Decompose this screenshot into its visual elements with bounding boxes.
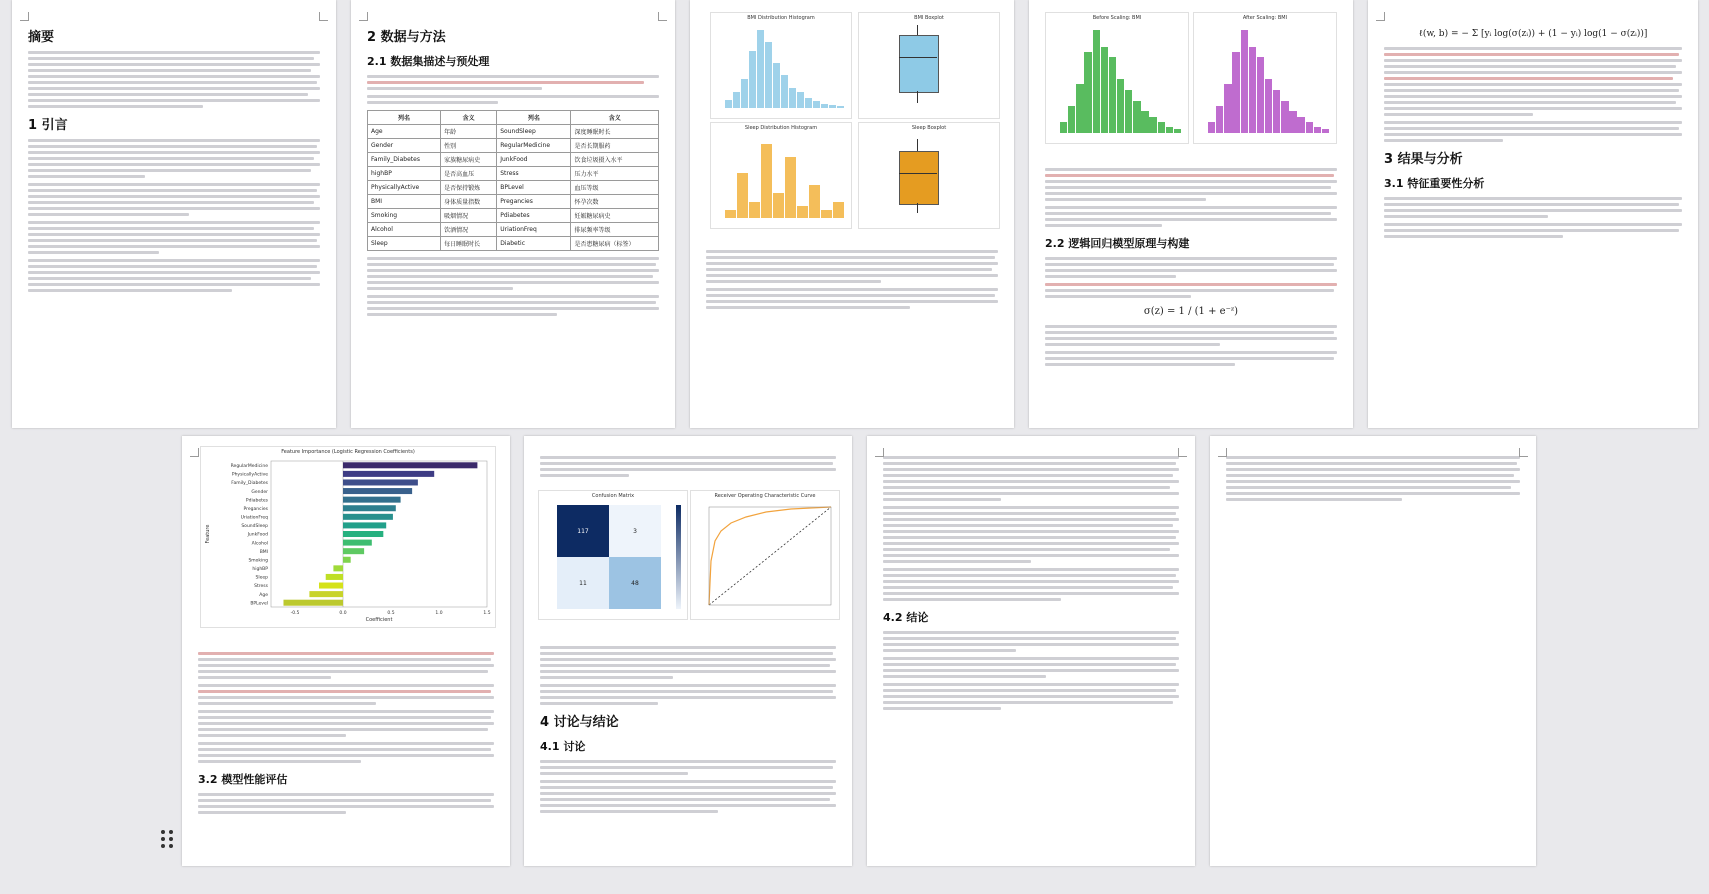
intro-paragraph-4 <box>28 259 320 292</box>
x-tick-label: 1.5 <box>483 611 491 616</box>
histogram-bar <box>1076 84 1083 133</box>
x-tick-label: -0.5 <box>290 611 300 616</box>
histogram-bar <box>725 210 736 218</box>
feature-table <box>367 110 659 251</box>
histogram-bar <box>749 202 760 218</box>
outlier-paragraph <box>706 288 998 309</box>
feature-importance-paragraph-2 <box>1384 223 1682 238</box>
cm-cell: 11 <box>557 557 609 609</box>
page-1 <box>12 0 336 428</box>
histogram-bar <box>741 79 748 108</box>
chart-title: Before Scaling: BMI <box>1092 15 1142 21</box>
performance-paragraph <box>198 793 494 814</box>
logreg-subheading: 2.2 逻辑回归模型原理与构建 <box>1045 237 1190 250</box>
x-axis-label: Coefficient <box>365 617 393 623</box>
histogram-bar <box>1216 106 1223 133</box>
x-tick-label: 0.5 <box>387 611 395 616</box>
table-row: Gender 性别 RegularMedicine 是否长期服药 <box>368 139 659 153</box>
results-heading: 3 结果与分析 <box>1384 152 1463 167</box>
y-axis-label: Feature <box>205 524 211 544</box>
histogram-bar <box>821 104 828 108</box>
sleep-histogram <box>710 122 852 229</box>
histogram-bar <box>1060 122 1067 133</box>
feature-tick-label: BPLevel <box>250 601 268 607</box>
discussion-heading: 4 讨论与结论 <box>540 715 619 730</box>
histogram-bar <box>1068 106 1075 133</box>
feature-bar <box>343 462 477 468</box>
histogram-bar <box>1224 84 1231 133</box>
feature-importance-paragraph <box>1384 197 1682 218</box>
discussion-cont-1 <box>883 456 1179 501</box>
perf-intro <box>540 456 836 477</box>
feature-bar <box>343 505 396 511</box>
feature-bar <box>333 565 343 571</box>
feature-tick-label: Gender <box>251 489 268 495</box>
chart-title: Sleep Distribution Histogram <box>744 125 818 131</box>
sleep-boxplot <box>858 122 1000 229</box>
feature-tick-label: BMI <box>259 549 268 555</box>
feature-tick-label: Age <box>259 592 268 598</box>
discussion-paragraph <box>540 760 836 775</box>
histogram-bar <box>1101 47 1108 133</box>
table-caption <box>367 95 659 104</box>
histogram-bar <box>761 144 772 218</box>
table-header: 含义 <box>441 111 497 125</box>
chart-title: Receiver Operating Characteristic Curve <box>714 493 816 499</box>
feature-bar <box>343 471 434 477</box>
abstract-heading: 摘要 <box>28 30 55 45</box>
feature-tick-label: Stress <box>254 584 268 590</box>
bmi-boxplot <box>858 12 1000 119</box>
histogram-bar <box>733 92 740 108</box>
dataset-paragraph-2 <box>367 257 659 290</box>
feature-tick-label: UriationFreq <box>240 515 268 521</box>
conclusion-paragraph-3 <box>883 683 1179 710</box>
chart-title: Feature Importance (Logistic Regression Coefficients) <box>281 449 415 455</box>
loss-equation: ℓ(w, b) = − Σ [yᵢ log(σ(zᵢ)) + (1 − yᵢ) log(1 − σ(zᵢ))] <box>1418 29 1648 39</box>
before-scaling-chart <box>1045 12 1189 144</box>
histogram-bar <box>1289 111 1296 133</box>
cm-cell: 48 <box>609 557 661 609</box>
fi-paragraph-2 <box>198 684 494 705</box>
feature-tick-label: highBP <box>252 567 268 573</box>
feature-importance-svg <box>201 457 495 625</box>
table-row: Age 年龄 SoundSleep 深度睡眠时长 <box>368 125 659 139</box>
histogram-bar <box>821 210 832 218</box>
histogram-bar <box>833 202 844 218</box>
histogram-bar <box>1281 101 1288 133</box>
table-row: Family_Diabetes 家族糖尿病史 JunkFood 饮食垃圾摄入水平 <box>368 153 659 167</box>
conclusion-cont <box>1226 456 1520 501</box>
logreg-paragraph-3 <box>1045 325 1337 346</box>
histogram-bar <box>829 105 836 108</box>
histogram-bar <box>1232 52 1239 133</box>
chart-title: After Scaling: BMI <box>1242 15 1288 21</box>
feature-bar <box>343 514 393 520</box>
dataset-paragraph-3 <box>367 295 659 316</box>
feature-tick-label: Family_Diabetes <box>231 481 268 487</box>
chart-title: BMI Distribution Histogram <box>747 15 815 21</box>
feature-bar <box>326 574 343 580</box>
histogram-bar <box>781 75 788 108</box>
feature-tick-label: JunkFood <box>247 532 268 538</box>
histogram-bar <box>749 51 756 108</box>
roc-chart <box>690 490 840 620</box>
feature-bar <box>343 548 364 554</box>
dataset-subheading: 2.1 数据集描述与预处理 <box>367 55 490 68</box>
table-header: 列名 <box>368 111 441 125</box>
histogram-bar <box>797 92 804 108</box>
table-row: BMI 身体质量指数 Pregancies 怀孕次数 <box>368 195 659 209</box>
fi-paragraph-4 <box>198 742 494 763</box>
feature-bar <box>283 600 343 606</box>
histogram-bar <box>1208 122 1215 133</box>
conclusion-paragraph-2 <box>883 657 1179 678</box>
bmi-histogram <box>710 12 852 119</box>
intro-paragraph-1 <box>28 139 320 178</box>
feature-bar <box>343 497 401 503</box>
data-methods-heading: 2 数据与方法 <box>367 30 446 45</box>
x-tick-label: 1.0 <box>435 611 443 616</box>
chart-caption-text <box>706 250 998 283</box>
intro-heading: 1 引言 <box>28 118 68 133</box>
discussion-subheading: 4.1 讨论 <box>540 740 586 753</box>
histogram-bar <box>773 63 780 108</box>
histogram-bar <box>1084 52 1091 133</box>
page-9 <box>1210 436 1536 866</box>
page-2 <box>351 0 675 428</box>
conclusion-paragraph <box>883 631 1179 652</box>
feature-tick-label: Pregancies <box>243 506 268 512</box>
page-5 <box>1368 0 1698 428</box>
histogram-bar <box>1174 129 1181 133</box>
feature-bar <box>343 557 351 563</box>
logreg-paragraph <box>1045 257 1337 278</box>
table-row: Alcohol 饮酒情况 UriationFreq 排尿频率等级 <box>368 223 659 237</box>
chart-title: Sleep Boxplot <box>911 125 947 131</box>
feature-tick-label: Smoking <box>248 558 268 564</box>
histogram-bar <box>1322 129 1329 133</box>
feature-bar <box>343 488 412 494</box>
intro-paragraph-2 <box>28 183 320 216</box>
cm-cell: 117 <box>557 505 609 557</box>
performance-subheading: 3.2 模型性能评估 <box>198 773 288 786</box>
table-row: Smoking 吸烟情况 Pdiabetes 妊娠糖尿病史 <box>368 209 659 223</box>
histogram-bar <box>1306 122 1313 133</box>
cm-cell: 3 <box>609 505 661 557</box>
histogram-bar <box>737 173 748 218</box>
table-row: highBP 是否高血压 Stress 压力水平 <box>368 167 659 181</box>
histogram-bar <box>1297 117 1304 133</box>
page-4 <box>1029 0 1353 428</box>
scaling-paragraph <box>1045 168 1337 201</box>
feature-tick-label: RegularMedicine <box>230 464 268 470</box>
histogram-bar <box>1133 101 1140 133</box>
discussion-cont-2 <box>883 506 1179 563</box>
confusion-matrix-chart <box>538 490 688 620</box>
histogram-bar <box>1273 90 1280 133</box>
feature-importance-chart <box>200 446 496 628</box>
feature-bar <box>309 591 343 597</box>
histogram-bar <box>813 101 820 108</box>
feature-tick-label: Alcohol <box>251 541 268 547</box>
cm-paragraph <box>540 646 836 679</box>
feature-tick-label: Pdiabetes <box>245 498 268 504</box>
histogram-bar <box>1265 79 1272 133</box>
histogram-bar <box>797 206 808 218</box>
abstract-text <box>28 51 320 108</box>
logreg-paragraph-4 <box>1045 351 1337 366</box>
feature-bar <box>343 540 372 546</box>
fi-paragraph-3 <box>198 710 494 737</box>
histogram-bar <box>805 98 812 108</box>
histogram-bar <box>725 100 732 108</box>
discussion-paragraph-2 <box>540 780 836 813</box>
chart-title: Confusion Matrix <box>591 493 635 499</box>
table-row: PhysicallyActive 是否保持锻炼 BPLevel 血压等级 <box>368 181 659 195</box>
table-header: 含义 <box>571 111 659 125</box>
feature-bar <box>343 522 386 528</box>
intro-paragraph-3 <box>28 221 320 254</box>
sigmoid-equation: σ(z) = 1 / (1 + e⁻ᶻ) <box>1143 306 1239 317</box>
x-tick-label: 0.0 <box>339 611 347 616</box>
logreg-paragraph-2 <box>1045 283 1337 298</box>
feature-importance-subheading: 3.1 特征重要性分析 <box>1384 177 1485 190</box>
drag-handle-icon[interactable] <box>160 826 174 852</box>
histogram-bar <box>765 42 772 108</box>
histogram-bar <box>1093 30 1100 133</box>
after-scaling-chart <box>1193 12 1337 144</box>
fi-paragraph <box>198 652 494 679</box>
roc-paragraph <box>540 684 836 705</box>
histogram-bar <box>1117 79 1124 133</box>
histogram-bar <box>1141 111 1148 133</box>
discussion-cont-3 <box>883 568 1179 601</box>
histogram-bar <box>1241 30 1248 133</box>
table-header: 列名 <box>497 111 571 125</box>
chart-title: BMI Boxplot <box>914 15 944 21</box>
page-3 <box>690 0 1014 428</box>
table-row: Sleep 每日睡眠时长 Diabetic 是否患糖尿病（标签） <box>368 237 659 251</box>
scaling-paragraph-2 <box>1045 206 1337 227</box>
histogram-bar <box>1125 90 1132 133</box>
histogram-bar <box>1158 122 1165 133</box>
feature-bar <box>343 479 418 485</box>
feature-tick-label: PhysicallyActive <box>231 472 268 478</box>
dataset-paragraph <box>367 75 659 90</box>
feature-tick-label: Sleep <box>255 575 268 581</box>
conclusion-subheading: 4.2 结论 <box>883 611 929 624</box>
page-7 <box>524 436 852 866</box>
histogram-bar <box>773 193 784 218</box>
feature-bar <box>343 531 383 537</box>
loss-paragraph <box>1384 47 1682 116</box>
histogram-bar <box>1249 47 1256 133</box>
histogram-bar <box>1149 117 1156 133</box>
feature-tick-label: SoundSleep <box>241 524 268 530</box>
histogram-bar <box>837 106 844 108</box>
training-paragraph <box>1384 121 1682 142</box>
histogram-bar <box>757 30 764 108</box>
histogram-bar <box>1257 57 1264 133</box>
page-6 <box>182 436 510 866</box>
histogram-bar <box>809 185 820 218</box>
histogram-bar <box>1166 127 1173 133</box>
histogram-bar <box>789 88 796 109</box>
histogram-bar <box>785 157 796 219</box>
histogram-bar <box>1314 127 1321 133</box>
feature-bar <box>319 583 343 589</box>
page-8 <box>867 436 1195 866</box>
histogram-bar <box>1109 57 1116 133</box>
